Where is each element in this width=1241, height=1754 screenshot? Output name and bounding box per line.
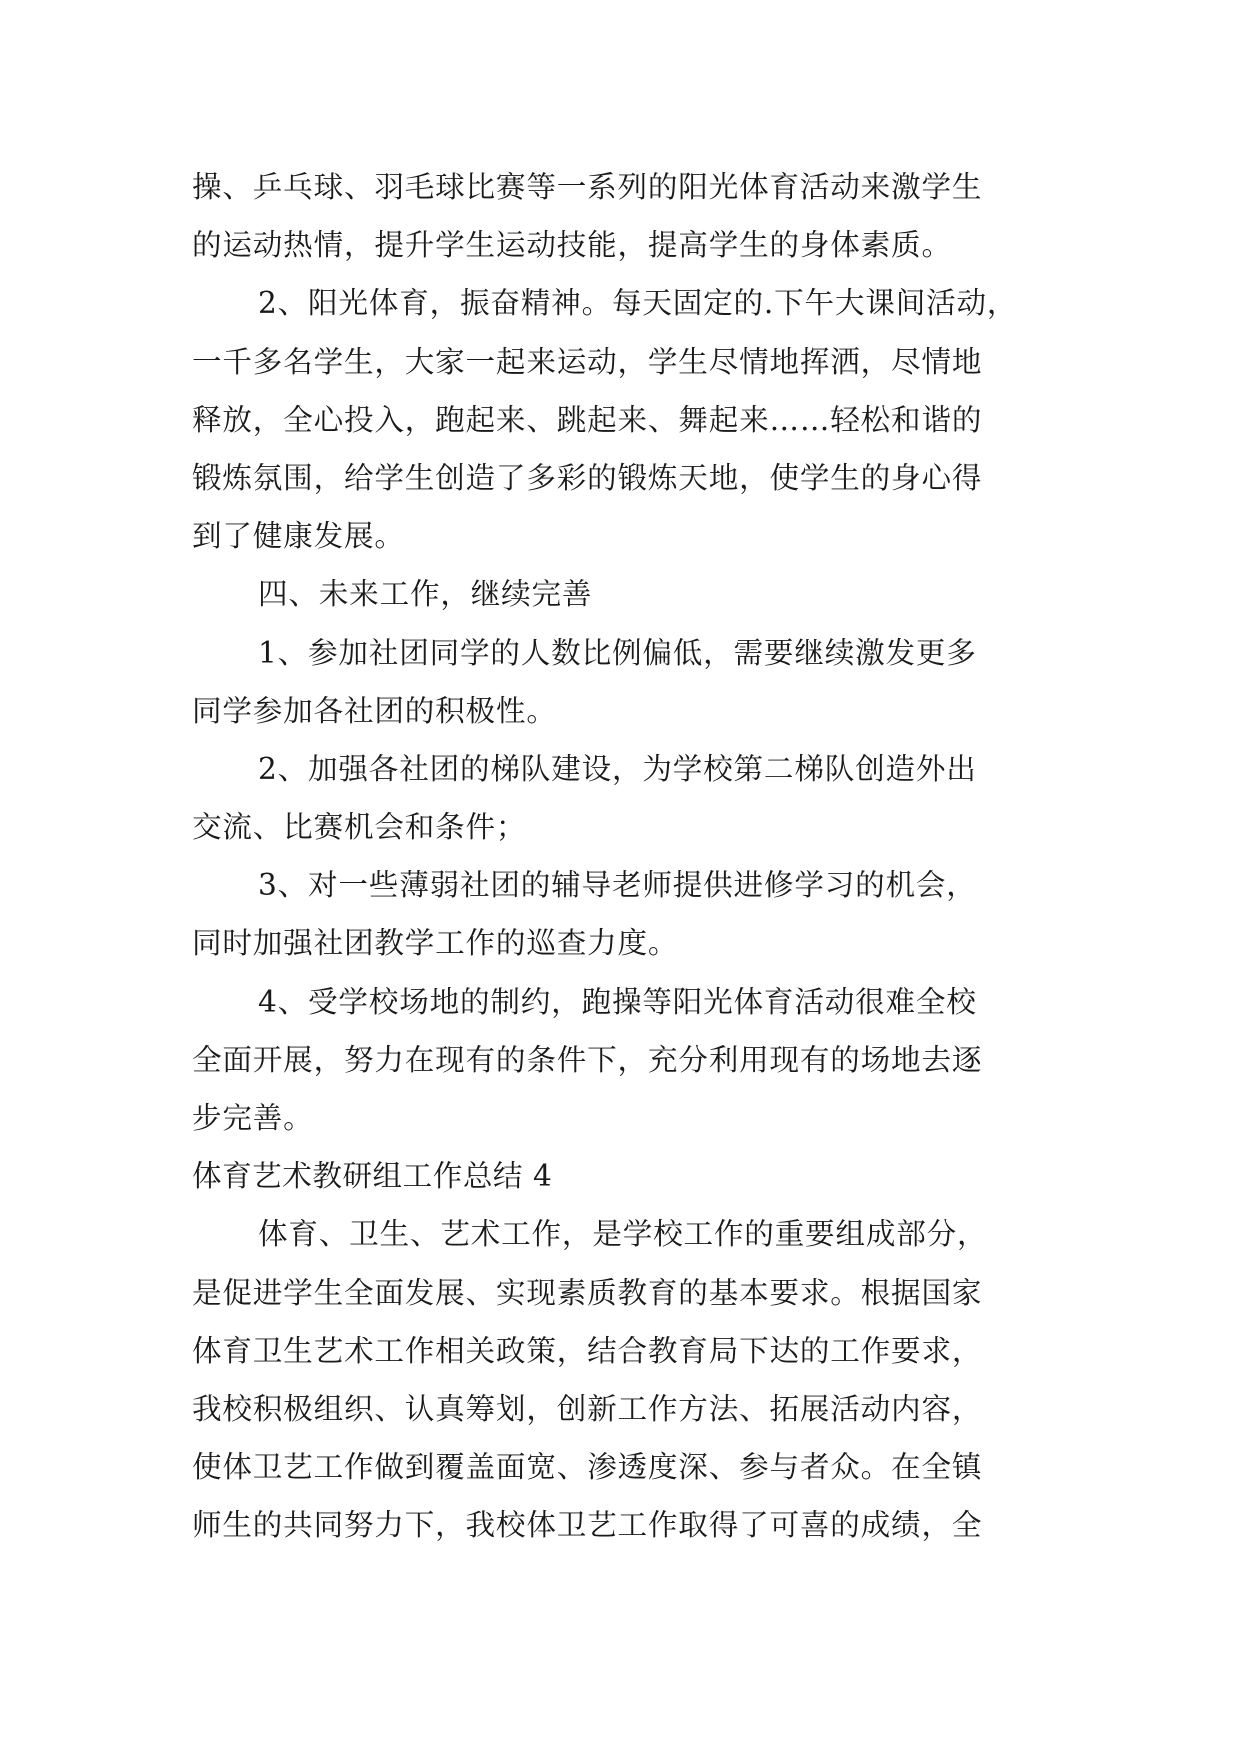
text-line: 步完善。 bbox=[192, 1101, 314, 1135]
text-line: 的运动热情，提升学生运动技能，提高学生的身体素质。 bbox=[192, 228, 952, 263]
paragraph-start-line: 2、加强各社团的梯队建设，为学校第二梯队创造外出 bbox=[258, 751, 977, 786]
text-line: 师生的共同努力下，我校体卫艺工作取得了可喜的成绩，全 bbox=[192, 1508, 983, 1543]
text-line: 操、乒乓球、羽毛球比赛等一系列的阳光体育活动来激学生 bbox=[192, 170, 983, 204]
document-body bbox=[192, 158, 1054, 1555]
paragraph-start-line: 2、阳光体育，振奋精神。每天固定的.下午大课间活动， bbox=[258, 286, 1018, 321]
document-section-title: 体育艺术教研组工作总结 4 bbox=[192, 1159, 553, 1194]
text-line: 全面开展，努力在现有的条件下，充分利用现有的场地去逐 bbox=[192, 1042, 983, 1077]
paragraph-start-line: 4、受学校场地的制约，跑操等阳光体育活动很难全校 bbox=[258, 984, 977, 1019]
text-line: 是促进学生全面发展、实现素质教育的基本要求。根据国家 bbox=[192, 1275, 983, 1310]
text-line: 释放，全心投入，跑起来、跳起来、舞起来……轻松和谐的 bbox=[192, 402, 983, 437]
text-line: 到了健康发展。 bbox=[192, 519, 405, 554]
paragraph-start-line: 3、对一些薄弱社团的辅导老师提供进修学习的机会， bbox=[258, 868, 977, 903]
section-heading: 四、未来工作，继续完善 bbox=[258, 577, 593, 612]
text-line: 同时加强社团教学工作的巡查力度。 bbox=[192, 926, 679, 961]
paragraph-start-line: 体育、卫生、艺术工作，是学校工作的重要组成部分， bbox=[258, 1217, 988, 1252]
text-line: 同学参加各社团的积极性。 bbox=[192, 693, 557, 728]
text-line: 我校积极组织、认真筹划，创新工作方法、拓展活动内容， bbox=[192, 1391, 983, 1426]
text-line: 一千多名学生，大家一起来运动，学生尽情地挥洒，尽情地 bbox=[192, 344, 983, 379]
text-line: 使体卫艺工作做到覆盖面宽、渗透度深、参与者众。在全镇 bbox=[192, 1450, 983, 1485]
text-line: 锻炼氛围，给学生创造了多彩的锻炼天地，使学生的身心得 bbox=[192, 460, 983, 495]
text-line: 交流、比赛机会和条件； bbox=[192, 810, 527, 845]
paragraph-start-line: 1、参加社团同学的人数比例偏低，需要继续激发更多 bbox=[258, 635, 977, 670]
text-line: 体育卫生艺术工作相关政策，结合教育局下达的工作要求， bbox=[192, 1333, 983, 1368]
